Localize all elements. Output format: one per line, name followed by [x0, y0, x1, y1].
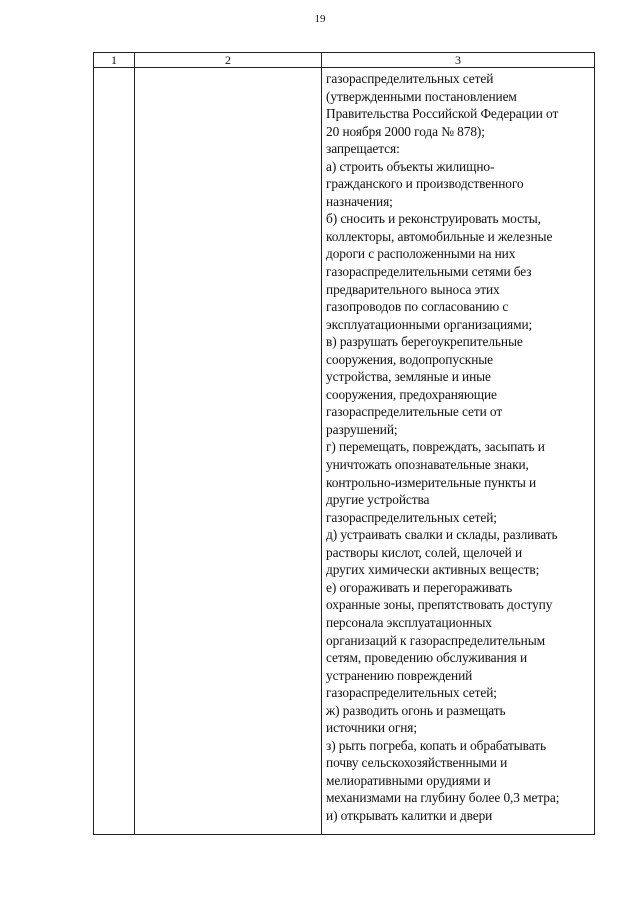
- text-line: коллекторы, автомобильные и железные: [326, 228, 553, 244]
- text-line: а) строить объекты жилищно-: [326, 158, 495, 174]
- text-line: и) открывать калитки и двери: [326, 807, 493, 823]
- text-line: устранению повреждений: [326, 667, 473, 683]
- text-line: е) огораживать и перегораживать: [326, 579, 513, 595]
- text-line: устройства, земляные и иные: [326, 369, 491, 385]
- text-line: дороги с расположенными на них: [326, 246, 516, 262]
- text-line: источники огня;: [326, 720, 417, 736]
- text-line: Правительства Российской Федерации от: [326, 106, 559, 122]
- text-line: механизмами на глубину более 0,3 метра;: [326, 790, 560, 806]
- document-table: [93, 52, 595, 835]
- text-line: (утвержденными постановлением: [326, 88, 517, 104]
- text-line: контрольно-измерительные пункты и: [326, 474, 537, 490]
- text-line: д) устраивать свалки и склады, разливать: [326, 527, 558, 543]
- text-line: разрушений;: [326, 421, 398, 437]
- text-line: газораспределительных сетей: [326, 71, 494, 86]
- text-line: газораспределительные сети от: [326, 404, 503, 420]
- text-line: газораспределительными сетями без: [326, 264, 532, 280]
- column-1-cell: [94, 68, 135, 835]
- text-line: другие устройства: [326, 492, 430, 508]
- column-3-cell: [322, 68, 595, 835]
- text-line: в) разрушать берегоукрепительные: [326, 334, 523, 350]
- text-line: сооружения, водопропускные: [326, 351, 493, 367]
- text-line: газораспределительных сетей;: [326, 509, 497, 525]
- table-body-row: [94, 68, 595, 835]
- table-header-row: [94, 53, 595, 68]
- text-line: г) перемещать, повреждать, засыпать и: [326, 439, 545, 455]
- column-header-3: 3: [322, 53, 595, 68]
- page-number: 19: [314, 13, 326, 25]
- text-line: 20 ноября 2000 года № 878);: [326, 123, 485, 139]
- text-line: эксплуатационными организациями;: [326, 316, 533, 332]
- column-header-2: 2: [135, 53, 322, 68]
- text-line: ж) разводить огонь и размещать: [326, 702, 506, 718]
- text-line: сетям, проведению обслуживания и: [326, 650, 528, 666]
- text-line: уничтожать опознавательные знаки,: [326, 457, 529, 473]
- text-line: организаций к газораспределительным: [326, 632, 545, 648]
- text-line: сооружения, предохраняющие: [326, 386, 497, 402]
- text-line: охранные зоны, препятствовать доступу: [326, 597, 553, 613]
- text-line: гражданского и производственного: [326, 176, 524, 192]
- text-line: персонала эксплуатационных: [326, 614, 492, 630]
- text-line: б) сносить и реконструировать мосты,: [326, 211, 541, 227]
- text-line: запрещается:: [326, 141, 400, 157]
- text-line: з) рыть погреба, копать и обрабатывать: [326, 737, 546, 753]
- text-line: почву сельскохозяйственными и: [326, 755, 508, 771]
- text-line: других химически активных веществ;: [326, 562, 540, 578]
- column-header-1: 1: [94, 53, 135, 68]
- text-line: мелиоративными орудиями и: [326, 772, 491, 788]
- text-line: газораспределительных сетей;: [326, 685, 497, 701]
- text-line: назначения;: [326, 193, 393, 209]
- text-line: предварительного выноса этих: [326, 281, 500, 297]
- text-line: газопроводов по согласованию с: [326, 299, 509, 315]
- column-2-cell: [135, 68, 322, 835]
- text-line: растворы кислот, солей, щелочей и: [326, 544, 523, 560]
